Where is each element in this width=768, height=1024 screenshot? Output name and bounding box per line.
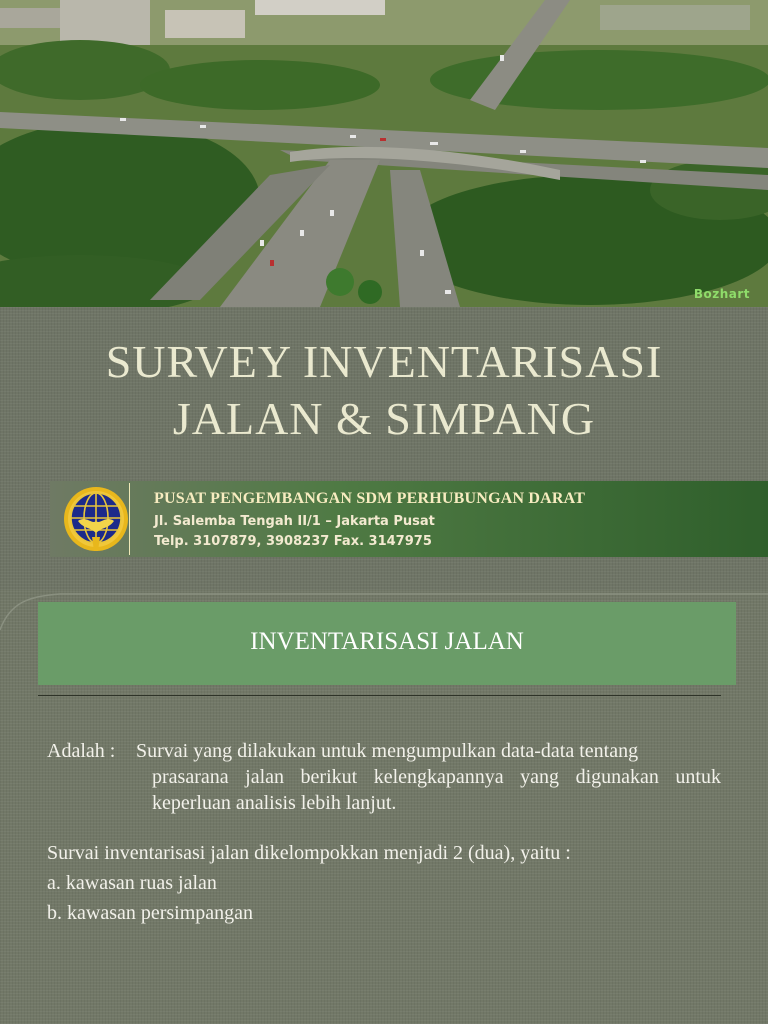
grouping-intro: Survai inventarisasi jalan dikelompokkan menjadi 2 (dua), yaitu : xyxy=(47,842,571,864)
organization-banner xyxy=(50,481,768,557)
section-heading: INVENTARISASI JALAN xyxy=(250,628,524,655)
definition-continuation: prasarana jalan berikut kelengkapannya yang digunakan untuk keperluan analisis lebih lanjut. xyxy=(152,766,721,814)
definition-text xyxy=(136,738,721,816)
aerial-highway-photo xyxy=(0,0,768,307)
photo-watermark: Bozhart xyxy=(693,287,750,301)
list-item: b. kawasan persimpangan xyxy=(47,902,254,924)
content-slide xyxy=(0,590,768,1024)
list-item: a. kawasan ruas jalan xyxy=(47,872,217,894)
heading-divider xyxy=(38,695,721,696)
slide-title-line-2: JALAN & SIMPANG xyxy=(172,393,596,444)
definition-line-1: Survai yang dilakukan untuk mengumpulkan data-data tentang xyxy=(136,740,639,762)
ministry-logo-icon xyxy=(62,485,130,555)
section-heading-box xyxy=(38,602,736,685)
definition-label: Adalah : xyxy=(47,740,116,762)
banner-divider xyxy=(129,483,130,555)
organization-name: PUSAT PENGEMBANGAN SDM PERHUBUNGAN DARAT xyxy=(154,490,586,507)
organization-address: Jl. Salemba Tengah II/1 – Jakarta Pusat xyxy=(154,514,435,529)
organization-phone: Telp. 3107879, 3908237 Fax. 3147975 xyxy=(154,534,432,549)
slide-title-line-1: SURVEY INVENTARISASI xyxy=(105,336,663,387)
